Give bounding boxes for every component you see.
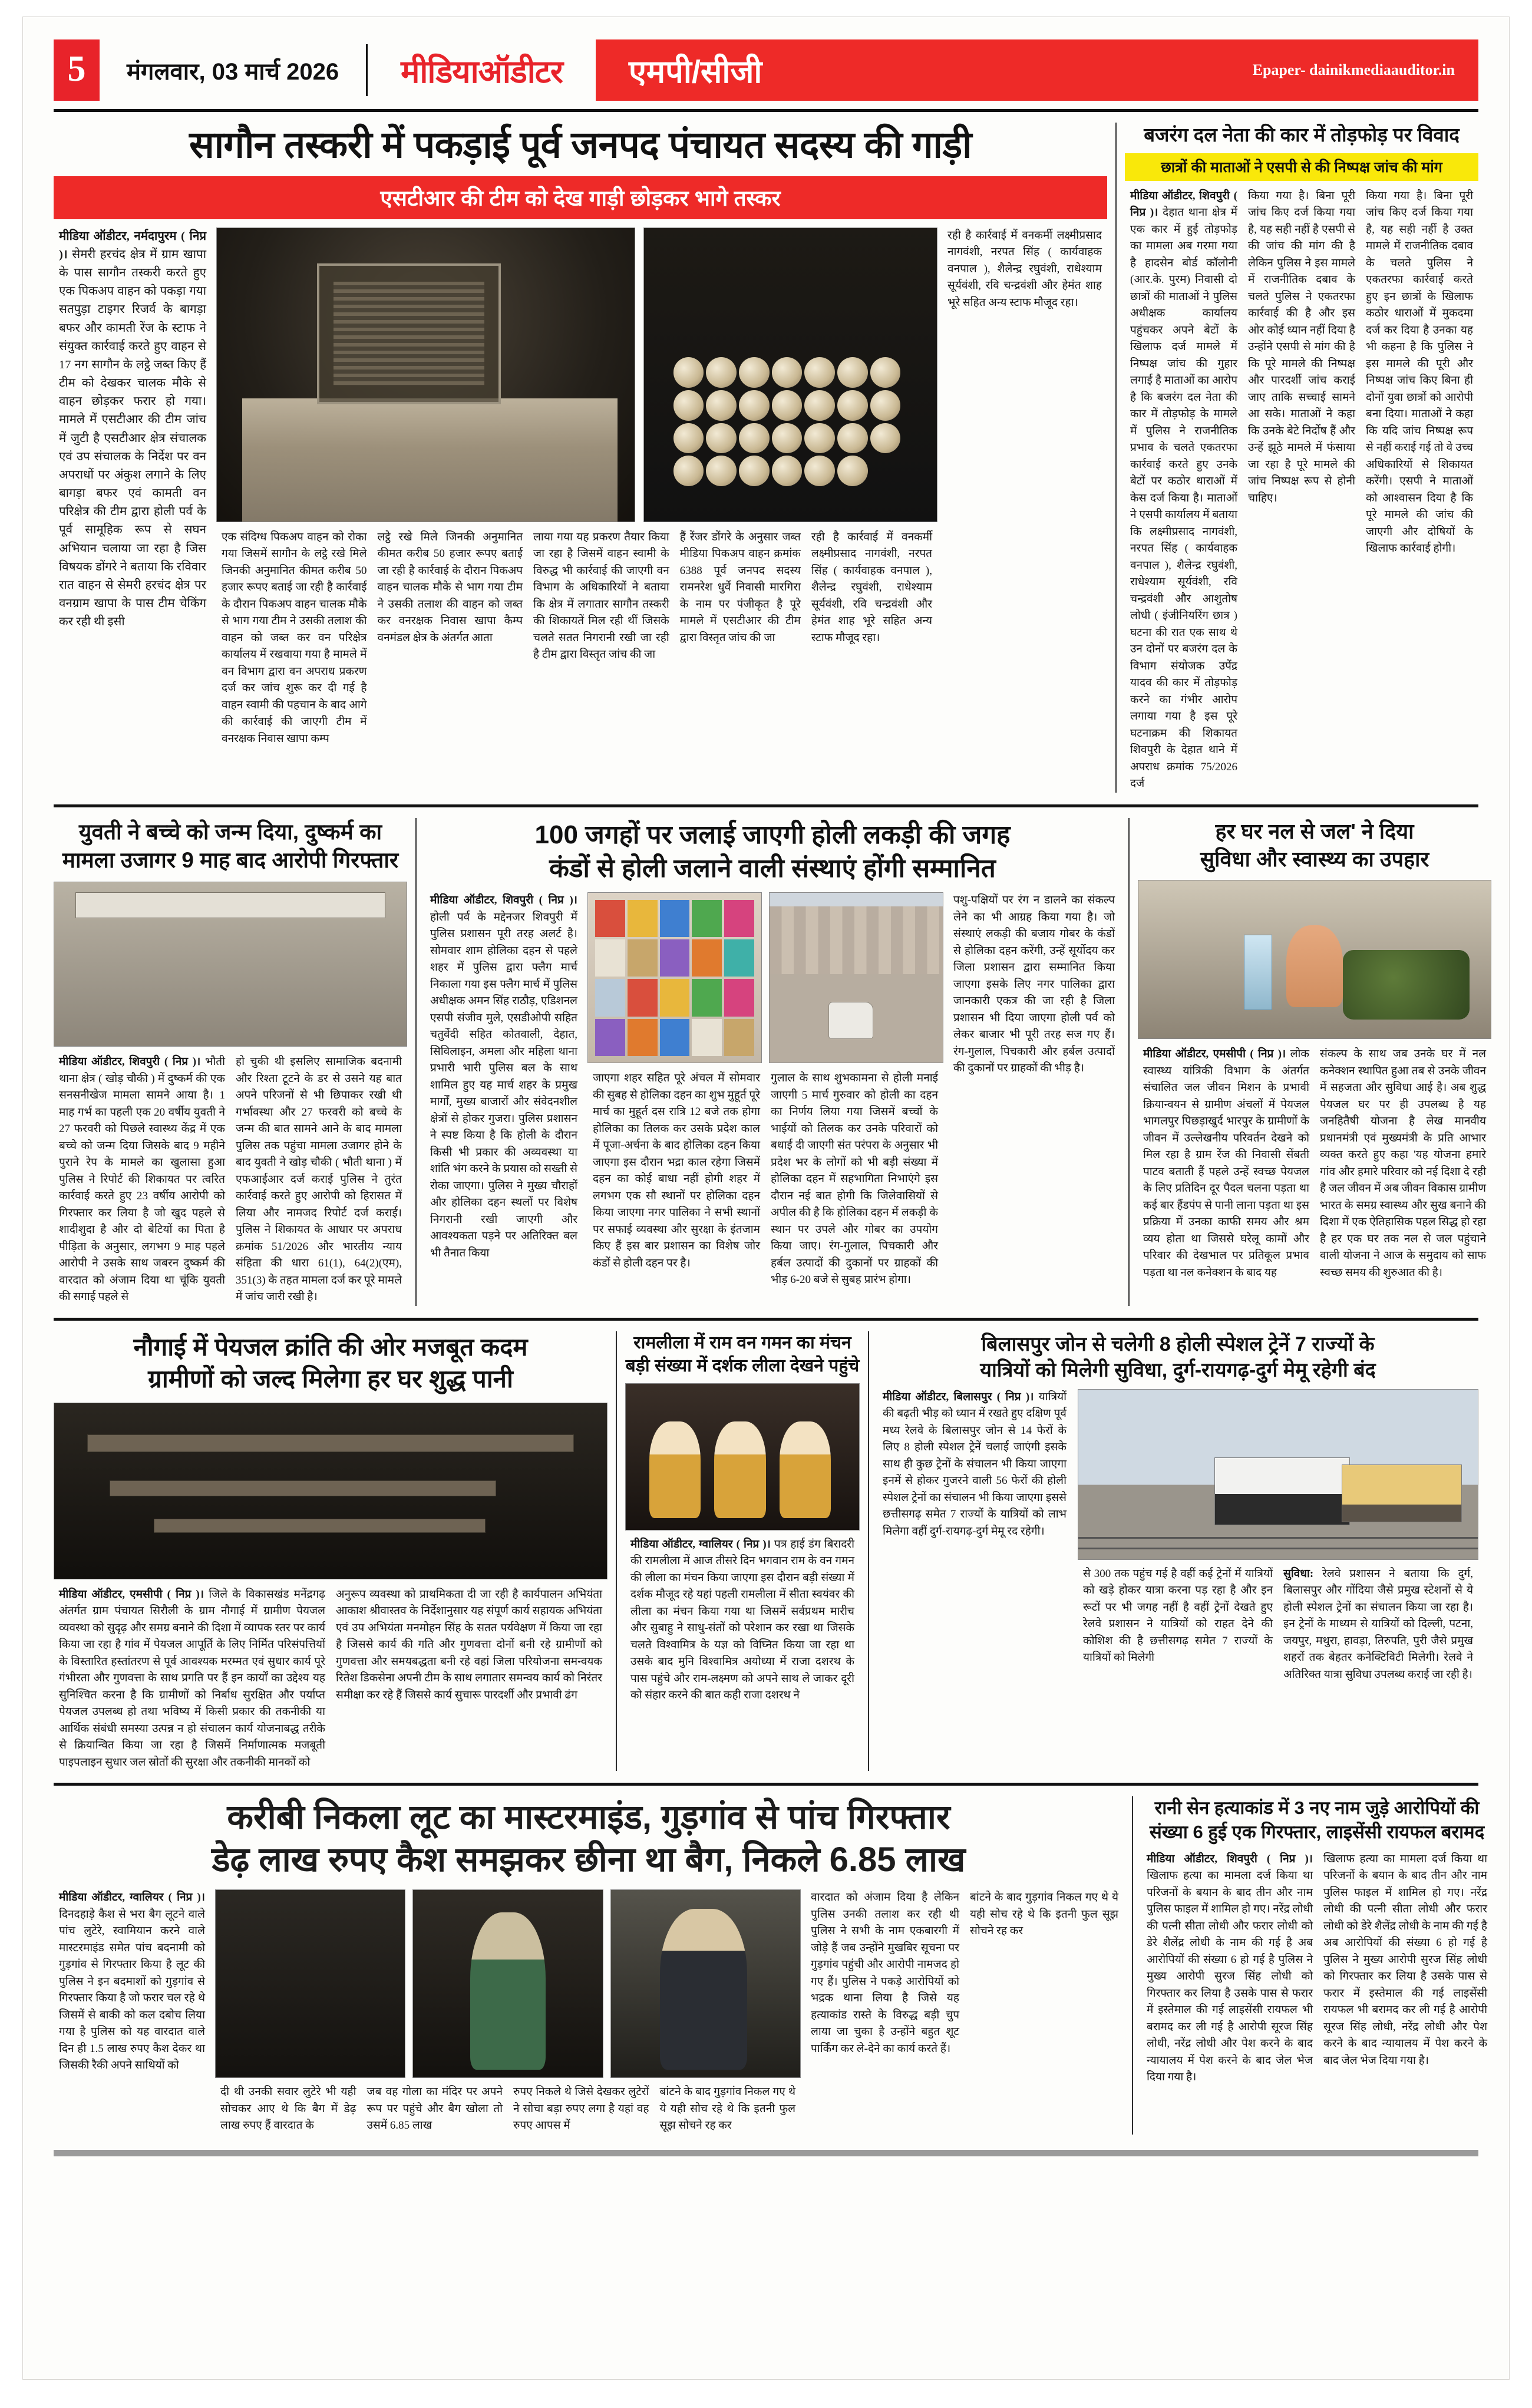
officer-figure (660, 1909, 747, 2070)
suspect-figure (470, 1912, 546, 2070)
photo-ramlila-stage (625, 1383, 860, 1530)
rani-col2-text: खिलाफ हत्या का मामला दर्ज किया था परिजनों के बयान के बाद तीन और नाम पुलिस फाइल में शामिल हो गए। नरेंद्र लोधी की पत्नी सीता लोधी और फरार लोधी को डेरे शैलेंद्र लोधी के नाम की गई है अब आरोपियों की संख्या 6 हो गई है पुलिस ने मुख्य आरोपी सुरज सिंह लोधी को गिरफ्तार कर लिया है उसके पास से फरार में इस्तेमाल की गई लाइसेंसी रायफल भी बरामद कर ली गई है आरोपी सूरज सिंह लोधी, नरेंद्र लोधी और पेश करने के बाद न्यायालय में पेश करने के बाद जेल भेज दिया गया है। (1323, 1852, 1487, 2067)
nougai-col-2 (331, 1586, 607, 1772)
photo-pipeline-work (54, 1403, 607, 1579)
pipe-3 (154, 1519, 486, 1533)
nougai-headline-2: ग्रामीणों को जल्द मिलेगा हर घर शुद्ध पानी (148, 1365, 513, 1393)
loot-col-5 (655, 2084, 801, 2135)
band-lead (54, 123, 1478, 793)
rani-headline-1: रानी सेन हत्याकांड में 3 नए नाम जुड़े आरोपियों की (1154, 1797, 1480, 1819)
story-water (1138, 818, 1491, 1306)
girl-col1-text: भौती थाना क्षेत्र ( खोड़ चौकी ) में दुष्कर्म की एक सनसनीखेज मामला सामने आया है। 1 माह गर्भ का पहली एक 20 वर्षीय युवती ने 27 फरवरी को पिछले स्वास्थ्य केंद्र में एक बच्चे को जन्म दिया जिसके बाद 9 महीने पुराने रेप के मामले का खुलासा हुआ पुलिस ने रिपोर्ट की शिकायत पर त्वरित कार्रवाई करते हुए 23 वर्षीय आरोपी को गिरफ्तार कर लिया है जो खुद पहले से शादीशुदा है और दो बेटियों का पिता है पीड़िता के अनुसार, लगभग 9 माह पहले आरोपी ने उसके साथ जबरन दुष्कर्म की वारदात को अंजाम दिया था चूंकि युवती की सगाई पहले से (59, 1055, 226, 1304)
lead-subhead: एसटीआर की टीम को देख गाड़ी छोड़कर भागे तस्कर (54, 176, 1107, 219)
masthead (54, 39, 1478, 101)
lead-col6-text: रही है कार्रवाई में वनकर्मी लक्ष्मीप्रसाद नागवंशी, नरपत सिंह ( कार्यवाहक वनपाल ), शैलेन्द्र रघुवंशी, राधेश्याम सूर्यवंशी, रवि चन्द्रवंशी और हेमंत शाह भूरे सहित अन्य स्टाफ मौजूद रहा। (811, 530, 932, 644)
actor-2 (714, 1421, 765, 1518)
loot-col7-text: बांटने के बाद गुड़गांव निकल गए थे ये यही सोच रहे थे कि इतनी फुल सूझ सोचने रह कर (970, 1891, 1118, 1938)
photo-seized-vehicle (216, 227, 635, 522)
band-separator-3 (54, 1783, 1478, 1786)
train-col-3 (1278, 1566, 1478, 1684)
toy-grid (595, 900, 755, 1056)
photo-police-station (54, 882, 407, 1047)
girl-headline-2: मामला उजागर 9 माह बाद आरोपी गिरफ्तार (62, 847, 399, 872)
bajrang-col2-text: किया गया है। बिना पूरी जांच किए दर्ज किया गया है, यह सही नहीं है एसपी से की जांच की मांग की है लेकिन पुलिस ने इस मामले में राजनीतिक दबाव के चलते पुलिस ने एकतरफा कार्रवाई की है और इस ओर कोई ध्यान नहीं दिया है उन्होंने एसपी से मांग की है कि पूरे मामले की निष्पक्ष और पारदर्शी जांच कराई जाए ताकि सच्चाई सामने आ सके। माताओं ने कहा कि उनके बेटे निर्दोष हैं और उन्हें झूठे मामले में फंसाया जा रहा है पूरे मामले की जांच निष्पक्ष रूप से होनी चाहिए। (1248, 189, 1355, 504)
holi-col3-text: गुलाल के साथ शुभकामना से होली मनाई जाएगी 5 मार्च गुरुवार को होली का दहन का निर्णय लिया गया जिसमें बच्चों के भाईयों को तिलक कर उनके परिवारों को बधाई दी जाएगी संत परंपरा के अनुसार भी प्रदेश भर के लोगों को भी बड़ी संख्या में होलिका दहन में सहभागिता निभाएंगे इस दौरान नई बात होगी कि जिलेवासियों से अपील की है कि होलिका दहन में लकड़ी के स्थान पर उपले और गोबर का उपयोग किया जाए। रंग-गुलाल, पिचकारी और हर्बल उत्पादों की दुकानों पर ग्राहकों की भीड़ 6-20 बजे से सुबह प्रारंभ होगा। (771, 1072, 938, 1287)
story-train (877, 1331, 1478, 1772)
page-sheet (22, 17, 1510, 2380)
lead-col5-text: हैं रेंजर डोंगरे के अनुसार जब्त मीडिया पिकअप वाहन क्रमांक 6388 पूर्व जनपद सदस्य रामनरेश धुर्वे निवासी मारगिरा के नाम पर पंजीकृत है पूरे मामले में एसटीआर की टीम द्वारा विस्तृत जांच की जा (679, 530, 801, 644)
train-headline-1: बिलासपुर जोन से चलेगी 8 होली स्पेशल ट्रेनें 7 राज्यों के (981, 1332, 1375, 1355)
band-separator-2 (54, 1318, 1478, 1321)
bajrang-col1-text: मीडिया ऑडीटर, शिवपुरी ( निप्र )। देहात थाना क्षेत्र में एक कार में हुई तोड़फोड़ का मामला अब गरमा गया है हादसेन बोर्ड कॉलोनी (आर.के. पुरम) निवासी दो छात्रों की माताओं ने पुलिस अधीक्षक कार्यालय पहुंचकर अपने बेटों के खिलाफ दर्ज मामले में निष्पक्ष जांच की गुहार लगाई है माताओं का आरोप है कि बजरंग दल नेता की कार में तोड़फोड़ के मामले में पुलिस ने राजनीतिक प्रभाव के चलते एकतरफा कार्रवाई करते हुए उनके बेटों पर कठोर धाराओं में केस दर्ज किया है। माताओं ने एसपी कार्यालय में बताया कि लक्ष्मीप्रसाद नागवंशी, नरपत सिंह ( कार्यवाहक वनपाल ), शैलेन्द्र रघुवंशी, राधेश्याम सूर्यवंशी, रवि चन्द्रवंशी और आशुतोष लोधी ( इंजीनियरिंग छात्र ) घटना की रात एक साथ थे उन दोनों पर बजरंग दल के विभाग संयोजक उपेंद्र यादव की कार में तोड़फोड़ करने का गंभीर आरोप लगाया गया है इस पूरे घटनाक्रम की शिकायत शिवपुरी के देहात थाने में अपराध क्रमांक 75/2026 दर्ज (1130, 189, 1237, 790)
water-col-1 (1138, 1046, 1315, 1281)
band-four (54, 1796, 1487, 2134)
band-two (54, 818, 1486, 1306)
loot-col-7 (965, 1889, 1124, 2135)
lead-col2-text: एक संदिग्ध पिकअप वाहन को रोका गया जिसमें सागौन के लट्ठे रखे मिले जिनकी अनुमानित कीमत करीब 50 हजार रूपए बताई जा रही है कार्रवाई के दौरान पिकअप वाहन चालक मौके से भाग गया टीम ने उसकी तलाश की वाहन को जब्त कर वन परिक्षेत्र कार्यालय में रखवाया गया है मामले में वन विभाग द्वारा वन अपराध प्रकरण दर्ज कर जांच शुरू कर दी गई है वाहन स्वामी की पहचान के बाद आगे की कार्रवाई की जाएगी टीम में वनरक्षक निवास खापा कम्प (222, 530, 367, 745)
holi-col1-text: होली पर्व के मद्देनजर शिवपुरी में पुलिस प्रशासन पूरी तरह अलर्ट है। सोमवार शाम होलिका दहन से पहले शहर में पुलिस द्वारा फ्लैग मार्च निकाला गया इस फ्लैग मार्च में पुलिस अधीक्षक अमन सिंह राठौड़, एडिशनल एसपी संजीव मुले, एसडीओपी सहित चतुर्वेदी सहित कोतवाली, देहात, सिविलाइन, अमला और महिला थाना प्रभारी भारी पुलिस बल के साथ शामिल हुए यह मार्च शहर के प्रमुख मार्गों, मुख्य बाजारों और संवेदनशील क्षेत्रों से होकर गुजरा। पुलिस प्रशासन ने स्पष्ट किया है कि होली के दौरान किसी भी प्रकार की अव्यवस्था या शांति भंग करने के प्रयास को सख्ती से रोका जाएगा। पुलिस ने मुख्य चौराहों और होलिका दहन स्थलों पर विशेष निगरानी रखी जाएगी और आवश्यकता पड़ने पर अतिरिक्त बल भी तैनात किया (430, 911, 577, 1259)
column-separator-6 (1132, 1796, 1133, 2134)
rani-headline-2: संख्या 6 हुई एक गिरफ्तार, लाइसेंसी रायफल बरामद (1149, 1821, 1485, 1842)
train-headline-2: यात्रियों को मिलेगी सुविधा, दुर्ग-रायगढ़-दुर्ग मेमू रहेगी बंद (980, 1358, 1376, 1381)
footer-rule (54, 2150, 1478, 2156)
holi-col-2 (587, 1070, 765, 1289)
lead-col1-text: सेमरी हरचंद क्षेत्र में ग्राम खापा के पास सागौन तस्करी करते हुए एक पिकअप वाहन को पकड़ा गया सतपुड़ा टाइगर रिजर्व के बागड़ा बफर और कामती रेंज के स्टाफ ने संयुक्त कार्रवाई करते हुए वाहन से 17 नग सागौन के लट्ठे जब्त किए हैं टीम को देखकर चालक मौके से वाहन छोड़कर फरार हो गया। मामले में एसटीआर की टीम जांच में जुटी है एसटीआर क्षेत्र संचालक एवं उप संचालक के निर्देश पर वन अपराधों पर अंकुश लगाने के लिए बागड़ा बफर एवं कामती वन परिक्षेत्र की टीम द्वारा होली पर्व के पूर्व सामूहिक रूप से सघन अभियान चलाया जा रहा है जिस विषयक डोंगरे ने बताया कि रविवार रात वाहन से सेमरी हरचंद क्षेत्र पर वनग्राम खापा के पास टीम चेकिंग कर रही थी इसी (59, 248, 207, 629)
lead-col-5 (675, 529, 806, 748)
story-loot (54, 1796, 1124, 2134)
train-photo-group (1072, 1389, 1478, 1684)
ramlila-byline: मीडिया ऑडीटर, ग्वालियर ( निप्र )। (630, 1538, 771, 1551)
train-col2-text: से 300 तक पहुंच गई है वहीं कई ट्रेनों में यात्रियों को खड़े होकर यात्रा करना पड़ रहा है और इन रूटों पर भी जगह नहीं है वहीं ट्रेनों देखते हुए रेलवे प्रशासन ने यात्रियों को राहत देने की कोशिश की है छत्तीसगढ़ समेत 7 राज्यों के यात्रियों को मिलेगी (1083, 1567, 1273, 1664)
loot-headline-1: करीबी निकला लूट का मास्टरमाइंड, गुड़गांव से पांच गिरफ्तार (227, 1798, 950, 1837)
bajrang-col-1 (1125, 188, 1243, 793)
lead-col4-text: लाया गया यह प्रकरण तैयार किया जा रहा है जिसमें वाहन स्वामी के विरुद्ध भी कार्रवाई की जाएगी वन विभाग के अधिकारियों ने बताया कि क्षेत्र में लगातार सागौन तस्करी की शिकायतें मिल रही थीं जिसके चलते सतत निगरानी रखी जा रही है टीम द्वारा विस्तृत जांच की जा (533, 530, 669, 661)
station-banner (75, 892, 385, 918)
holi-col-4 (948, 892, 1120, 1289)
bajrang-col3-text: किया गया है। बिना पूरी जांच किए दर्ज किया गया है, यह सही नहीं है उक्त मामले में राजनीतिक दबाव के चलते पुलिस ने एकतरफा कार्रवाई करते हुए इन छात्रों के खिलाफ कठोर धाराओं में मुकदमा दर्ज कर दिया है उनका यह भी कहना है कि पुलिस ने इस मामले की पूरी और निष्पक्ष जांच किए बिना ही दोनों युवा छात्रों को आरोपी बना दिया। माताओं ने कहा कि यदि जांच निष्पक्ष रूप से नहीं कराई गई तो वे उच्च अधिकारियों से शिकायत करेंगी। एसपी ने माताओं को आश्वासन दिया है कि पूरे मामले की जांच की जाएगी और दोषियों के खिलाफ कार्रवाई होगी। (1366, 189, 1473, 555)
train-col1-text: यात्रियों की बढ़ती भीड़ को ध्यान में रखते हुए दक्षिण पूर्व मध्य रेलवे के बिलासपुर जोन से 14 फेरों के लिए 8 होली स्पेशल ट्रेनें चलाई जाएंगी इसके साथ ही कुछ ट्रेनों के संचालन भी किया जाएगा इनमें से होकर गुजरने वाली 56 फेरों की होली स्पेशल ट्रेनों का संचालन भी किया जाएगा इससे छत्तीसगढ़ समेत 7 राज्यों के यात्रियों को लाभ मिलेगा वहीं दुर्ग-रायगढ़-दुर्ग मेमू रद रहेगी। (883, 1390, 1067, 1538)
water-headline-2: सुविधा और स्वास्थ्य का उपहार (1200, 846, 1429, 871)
lead-story (54, 123, 1107, 793)
lead-col-6 (806, 529, 937, 748)
police-figures (72, 928, 389, 1036)
story-rani (1141, 1796, 1493, 2134)
lead-col-7 (942, 227, 1107, 748)
loot-col-3 (362, 2084, 509, 2135)
ramlila-col-1 (625, 1536, 860, 1704)
band-separator-1 (54, 804, 1478, 807)
lead-col7-text: रही है कार्रवाई में वनकर्मी लक्ष्मीप्रसाद नागवंशी, नरपत सिंह ( कार्यवाहक वनपाल ), शैलेन्द्र रघुवंशी, राधेश्याम सूर्यवंशी, रवि चन्द्रवंशी और हेमंत शाह भूरे सहित अन्य स्टाफ मौजूद रहा। (947, 229, 1102, 309)
publication-date: मंगलवार, 03 मार्च 2026 (127, 58, 339, 85)
train-col-1 (877, 1389, 1072, 1684)
loot-col-2 (215, 2084, 362, 2135)
photo-officer (610, 1889, 801, 2078)
masthead-rule (54, 109, 1478, 112)
band-three (54, 1331, 1478, 1772)
photo-flag-march (769, 892, 943, 1063)
story-holi (425, 818, 1120, 1306)
holi-photo-group (583, 892, 948, 1289)
nougai-col2-text: अनुरूप व्यवस्था को प्राथमिकता दी जा रही है कार्यपालन अभियंता आकाश श्रीवास्तव के निर्देशानुसार यह संपूर्ण कार्य सहायक अभियंता एवं उप अभियंता मनमोहन सिंह के सतत पर्यवेक्षण में किया जा रहा है जिससे कार्य की गति और गुणवत्ता दोनों बनी रहे ग्रामीणों को गुणवत्ता और समयबद्धता बनी रहे वहां जिला परियोजना समन्वयक रितेश डिकसेना अपनी टीम के साथ लगातार समन्वय कार्य को निरंतर समीक्षा कर रहे हैं जिससे कार्य सुचारू पारदर्शी और प्रभावी ढंग (336, 1588, 602, 1701)
holi-col-3 (765, 1070, 943, 1289)
section-label: एमपी/सीजी (629, 54, 762, 90)
ramlila-headline-1: रामलीला में राम वन गमन का मंचन (633, 1332, 851, 1353)
lead-col-2 (216, 529, 372, 748)
loot-col3-text: जब वह गोला का मंदिर पर अपने रूप पर पहुंचे और बैग खोला तो उसमें 6.85 लाख (367, 2086, 503, 2132)
rani-col-1 (1141, 1851, 1318, 2086)
water-headline-1: हर घर नल से जल' ने दिया (1215, 819, 1414, 843)
story-ramlila (625, 1331, 860, 1772)
girl-byline: मीडिया ऑडीटर, शिवपुरी ( निप्र )। (59, 1055, 201, 1068)
story-bajrang (1125, 123, 1478, 793)
rani-byline: मीडिया ऑडीटर, शिवपुरी ( निप्र )। (1147, 1852, 1313, 1865)
lead-col3-text: लट्ठे रखे मिले जिनकी अनुमानित कीमत करीब 50 हजार रूपए बताई जा रही है कार्रवाई के दौरान पिकअप वाहन चालक मौके से भाग गया टीम ने उसकी तलाश की वाहन को जब्त कर वनरक्षक निवास खापा कैम्प वनमंडल क्षेत्र के अंतर्गत आता (377, 530, 523, 644)
train-col-2 (1078, 1566, 1278, 1684)
column-separator-3 (1128, 818, 1130, 1306)
pipe-1 (87, 1434, 573, 1452)
rani-col1-text: खिलाफ हत्या का मामला दर्ज किया था परिजनों के बयान के बाद तीन और नाम पुलिस फाइल में शामिल हो गए। नरेंद्र लोधी की पत्नी सीता लोधी और फरार लोधी को डेरे शैलेंद्र लोधी के नाम की गई है अब आरोपियों की संख्या 6 हो गई है पुलिस ने मुख्य आरोपी सुरज सिंह लोधी को गिरफ्तार कर लिया है उसके पास से फरार में इस्तेमाल की गई लाइसेंसी रायफल भी बरामद कर ली गई है आरोपी सूरज सिंह लोधी, नरेंद्र लोधी और पेश करने के बाद न्यायालय में पेश करने के बाद जेल भेज दिया गया है। (1147, 1869, 1313, 2084)
water-col-2 (1315, 1046, 1491, 1281)
officers-group (250, 363, 618, 498)
story-girl (54, 818, 407, 1306)
lead-col-4 (528, 529, 675, 748)
lead-byline: मीडिया ऑडीटर, नर्मदापुरम ( निप्र )। (59, 229, 206, 262)
villager-figure (1286, 925, 1343, 1007)
lead-photo-group (212, 227, 942, 748)
loot-col5-text: बांटने के बाद गुड़गांव निकल गए थे ये यही सोच रहे थे कि इतनी फुल सूझ सोचने रह कर (659, 2086, 795, 2132)
photo-vehicle-scene (412, 1889, 603, 2078)
nougai-headline-1: नौगाई में पेयजल क्रांति की ओर मजबूत कदम (133, 1332, 528, 1361)
nougai-col-1 (54, 1586, 331, 1772)
rail-track-2 (1078, 1537, 1478, 1539)
train-coach (1342, 1464, 1461, 1522)
photo-accused-group (215, 1889, 405, 2078)
holi-col2-text: जाएगा शहर सहित पूरे अंचल में सोमवार की सुबह से होलिका दहन का शुभ मुहूर्त पूरे मार्च का मुहूर्त दस रात्रि 12 बजे तक होगा होलिका का तिलक कर उसके प्रदेश काल में पूजा-अर्चना के बाद होलिका दहन किया जाएगा इस दौरान भद्रा काल रहेगा जिसमें दहन का कोई बाधा नहीं होगी शहर में लगभग एक सौ स्थानों पर होलिका दहन किया जाएगा नगर पालिका ने सभी स्थानों पर सफाई व्यवस्था और सुरक्षा के इंतजाम किए हैं इस बार प्रशासन का विशेष जोर कंडों से होली दहन पर है। (593, 1072, 760, 1269)
rail-track-1 (1078, 1548, 1478, 1549)
locomotive (1214, 1457, 1351, 1525)
train-col3-text: रेलवे प्रशासन ने बताया कि दुर्ग, बिलासपुर और गोंदिया जैसे प्रमुख स्टेशनों से ये होली स्पेशल ट्रेनों का संचालन किया जा रहा है। इन ट्रेनों के माध्यम से यात्रियों को दिल्ली, पटना, जयपुर, मथुरा, हावड़ा, तिरुपति, पुरी जैसे प्रमुख शहरों तक बेहतर कनेक्टिविटी मिलेगी। रेलवे ने अतिरिक्त यात्रा सुविधा उपलब्ध कराई जा रही है। (1283, 1567, 1473, 1681)
nougai-byline: मीडिया ऑडीटर, एमसीपी ( निप्र )। (59, 1588, 204, 1601)
police-vehicle (828, 1002, 873, 1039)
ramlila-col1-text: पत्र हाई डंग बिरादरी की रामलीला में आज तीसरे दिन भगवान राम के वन गमन की लीला का मंचन किया जाएगा इस दौरान बड़ी संख्या में दर्शक मौजूद रहे यहां पहली रामलीला में सीता स्वयंवर की लीला का मंचन किया गया था जिसमें सर्वप्रथम मारीच और सुबाहु ने साधु-संतों को परेशान कर रखा था जिसके चलते विश्वामित्र के यज्ञ को विघ्नित किया जा रहा था उसके बाद मुनि विश्वामित्र अयोध्या में राजा दशरथ के पास पहुंचे और राम-लक्ष्मण को अपने साथ ले जाकर दूरी को संहार करने की बात कही राजा दशरथ ने (630, 1538, 855, 1702)
bajrang-subhead: छात्रों की माताओं ने एसपी से की निष्पक्ष जांच की मांग (1125, 153, 1478, 181)
loot-headline-2: डेढ़ लाख रुपए कैश समझकर छीना था बैग, निकले 6.85 लाख (212, 1840, 966, 1879)
loot-col4-text: रुपए निकले थे जिसे देखकर लुटेरों ने सोचा बड़ा रुपए लगा है यहां वह रुपए आपस में (513, 2086, 649, 2132)
lead-col-1 (54, 227, 212, 748)
girl-col-2 (230, 1054, 407, 1306)
photo-holi-market (587, 892, 762, 1063)
log-stack (673, 252, 908, 486)
train-col3-lead: सुविधा: (1283, 1567, 1314, 1580)
water-byline: मीडिया ऑडीटर, एमसीपी ( निप्र )। (1143, 1048, 1286, 1061)
rani-col-2 (1318, 1851, 1493, 2086)
accused-figures (227, 1931, 394, 2066)
actor-3 (780, 1421, 831, 1518)
bajrang-col-2 (1243, 188, 1361, 793)
section-banner (596, 39, 1478, 101)
story-nougai (54, 1331, 607, 1772)
lead-col-3 (372, 529, 529, 748)
vegetation (1343, 950, 1470, 1020)
holi-headline-2: कंडों से होली जलाने वाली संस्थाएं होंगी सम्मानित (549, 854, 996, 883)
loot-col1-text: दिनदहाड़े कैश से भरा बैग लूटने वाले पांच लुटेरे, स्वामियान करने वाले मास्टरमाइंड समेत पांच बदनामी को गुड़गांव से गिरफ्तार किया है लूट की पुलिस ने इन बदमाशों को गुड़गांव से गिरफ्तार किया है जो फरार चल रहे थे जिसमें से बाकी को कल दबोच लिया गया है पुलिस को यह वारदात वाले दिन ही 1.5 लाख रुपए कैश देकर था जिसकी रैकी अपने साथियों को (59, 1908, 205, 2072)
pipe-2 (110, 1480, 497, 1496)
epaper-url[interactable]: Epaper- dainikmediaauditor.in (1252, 61, 1455, 78)
photo-train (1078, 1389, 1478, 1560)
column-separator-2 (415, 818, 417, 1306)
holi-headline-1: 100 जगहों पर जलाई जाएगी होली लकड़ी की जगह (534, 820, 1011, 849)
column-separator (1115, 123, 1117, 793)
girl-col2-text: हो चुकी थी इसलिए सामाजिक बदनामी और रिश्ता टूटने के डर से उसने यह बात अपने परिजनों से भी छिपाकर रखी थी गर्भावस्था और 27 फरवरी को बच्चे के जन्म की बात सामने आने के बाद मामला पुलिस तक पहुंचा मामला उजागर होने के बाद युवती ने खोड़ चौकी ( भौती थाना ) में एफआईआर दर्ज कराई पुलिस ने तुरंत कार्रवाई करते हुए आरोपी को हिरासत में लिया और नामजद रिपोर्ट दर्ज कराई। पुलिस ने शिकायत के आधार पर अपराध क्रमांक 51/2026 और भारतीय न्याय संहिता की धारा 61(1), 64(2)(एम), 351(3) के तहत मामला दर्ज कर पूरे मामले में जांच जारी रखी है। (236, 1055, 402, 1304)
page-number: 5 (54, 39, 100, 101)
brand-logo: मीडियाऑडीटर (401, 54, 563, 90)
loot-col6-text: वारदात को अंजाम दिया है लेकिन पुलिस उनकी तलाश कर रही थी पुलिस ने सभी के नाम एकबारगी में जोड़े हैं जब उन्होंने मुखबिर सूचना पर गुड़गांव पहुंची और आरोपी नामजद हो गए हैं। पुलिस ने पकड़े आरोपियों को भद्रक थाना लिया है जिसे यह हत्याकांड रास्ते के विरुद्ध बड़ी चुप लाया जा चुका है उन्होंने बहुत शूट पार्किंग कर ले-देने का कार्य करते हैं। (811, 1891, 959, 2055)
loot-col-6 (805, 1889, 965, 2135)
water-col2-text: संकल्प के साथ जब उनके घर में नल कनेक्शन स्थापित हुआ तब से उनके जीवन में सहजता और सुविधा आई है। अब शुद्ध पेयजल घर पर ही उपलब्ध है यह जनहितैषी योजना है लेख मानवीय प्रधानमंत्री एवं मुख्यमंत्री के प्रति आभार व्यक्त करते हुए कहा 'यह योजना हमारे गांव और हमारे परिवार को नई दिशा दे रही है जल जीवन में अब जीवन विकास ग्रामीण भारत के समग्र स्वास्थ्य और सुख बनाने की दिशा में एक ऐतिहासिक पहल सिद्ध हो रहा है हर एक घर तक नल से जल पहुंचाने वाली योजना ने आज के समुदाय को साफ स्वच्छ समय की शुरुआत की है। (1320, 1048, 1486, 1279)
lead-headline: सागौन तस्करी में पकड़ाई पूर्व जनपद पंचायत सदस्य की गाड़ी (189, 124, 972, 166)
buildings-backdrop (770, 906, 943, 974)
girl-headline-1: युवती ने बच्चे को जन्म दिया, दुष्कर्म का (78, 819, 382, 844)
holi-col-1 (425, 892, 583, 1289)
photo-teak-logs (643, 227, 937, 522)
water-col1-text: लोक स्वास्थ्य यांत्रिकी विभाग के अंतर्गत संचालित जल जीवन मिशन के प्रभावी क्रियान्वयन से ग्रामीण अंचलों में पेयजल भागलपुर पिछड़ाखुर्द भारपुर के ग्रामीणों के जीवन में उल्लेखनीय परिवर्तन देखने को मिल रहा है ग्राम रेंज की निवासी सेंबती पाटव बताती हैं पहले उन्हें स्वच्छ पेयजल के लिए प्रतिदिन दूर पैदल चलना पड़ता था कई बार हैंडपंप से पानी लाना पड़ता था इस प्रक्रिया में उनका काफी समय और श्रम व्यय होता था जिससे घरेलू कामों और परिवार की देखभाल पर प्रतिकूल प्रभाव पड़ता था नल कनेक्शन के बाद यह (1143, 1048, 1310, 1279)
loot-col-4 (508, 2084, 655, 2135)
photo-tap-water (1138, 880, 1491, 1039)
girl-col-1 (54, 1054, 230, 1306)
holi-col4-text: पशु-पक्षियों पर रंग न डालने का संकल्प लेने का भी आग्रह किया गया है। जो संस्थाएं लकड़ी की बजाय गोबर के कंडों से होलिका दहन करेंगी, उन्हें सूर्योदय कर जिला प्रशासन द्वारा सम्मानित किया जाएगा इसके लिए नगर पालिका द्वारा जानकारी एकत्र की जा रही है जिला प्रशासन भी दिया जाएगा होली पर्व को लेकर बाजार भी पूरी तरह सज गए हैं। रंग-गुलाल, पिचकारी और हर्बल उत्पादों की दुकानों पर ग्राहकों की भीड़ है। (953, 894, 1115, 1075)
train-byline: मीडिया ऑडीटर, बिलासपुर ( निप्र )। (883, 1390, 1034, 1403)
bajrang-headline-main: बजरंग दल नेता की कार में तोड़फोड़ पर विवाद (1144, 124, 1460, 146)
nougai-col1-text: जिले के विकासखंड मनेंद्रगढ़ अंतर्गत ग्राम पंचायत सिरौली के ग्राम नौगाई में ग्रामीण पेयजल व्यवस्था को सुदृढ़ और समग्र बनाने की दिशा में व्यापक स्तर पर कार्य किया जा रहा है गांव में पेयजल आपूर्ति के लिए निर्मित परिसंपत्तियों के विस्तारित हस्तांतरण से पूर्व आवश्यक मरम्मत एवं सुधार कार्य पूरे गंभीरता और गुणवत्ता के साथ प्रगति पर हैं इन कार्यों का उद्देश्य यह सुनिश्चित करना है कि ग्रामीणों को निर्बाध सुरक्षित और पर्याप्त पेयजल उपलब्ध हो तथा भविष्य में किसी प्रकार की तकनीकी या आर्थिक संबंधी समस्या उत्पन्न न हो संचालन कार्य योजनाबद्ध तरीके से क्रियान्वित किया जा रहा है जिसमें निर्माणात्मक मजबूती पाइपलाइन सुधार जल स्रोतों की सुरक्षा और तकनीकी मानकों को (59, 1588, 326, 1769)
column-separator-4 (616, 1331, 617, 1772)
loot-col-1 (54, 1889, 210, 2135)
loot-byline: मीडिया ऑडीटर, ग्वालियर ( निप्र )। (59, 1891, 205, 1904)
ramlila-headline-2: बड़ी संख्या में दर्शक लीला देखने पहुंचे (625, 1355, 860, 1375)
loot-col2-text: दी थी उनकी सवार लुटेरे भी यही सोचकर आए थे कि बैग में डेढ़ लाख रुपए हैं वारदात के (220, 2086, 356, 2132)
column-separator-5 (868, 1331, 869, 1772)
water-pipe (1244, 935, 1272, 1011)
bajrang-col-3 (1361, 188, 1478, 793)
holi-byline: मीडिया ऑडीटर, शिवपुरी ( निप्र )। (430, 894, 577, 907)
loot-photo-group (210, 1889, 805, 2135)
actor-1 (649, 1421, 701, 1518)
